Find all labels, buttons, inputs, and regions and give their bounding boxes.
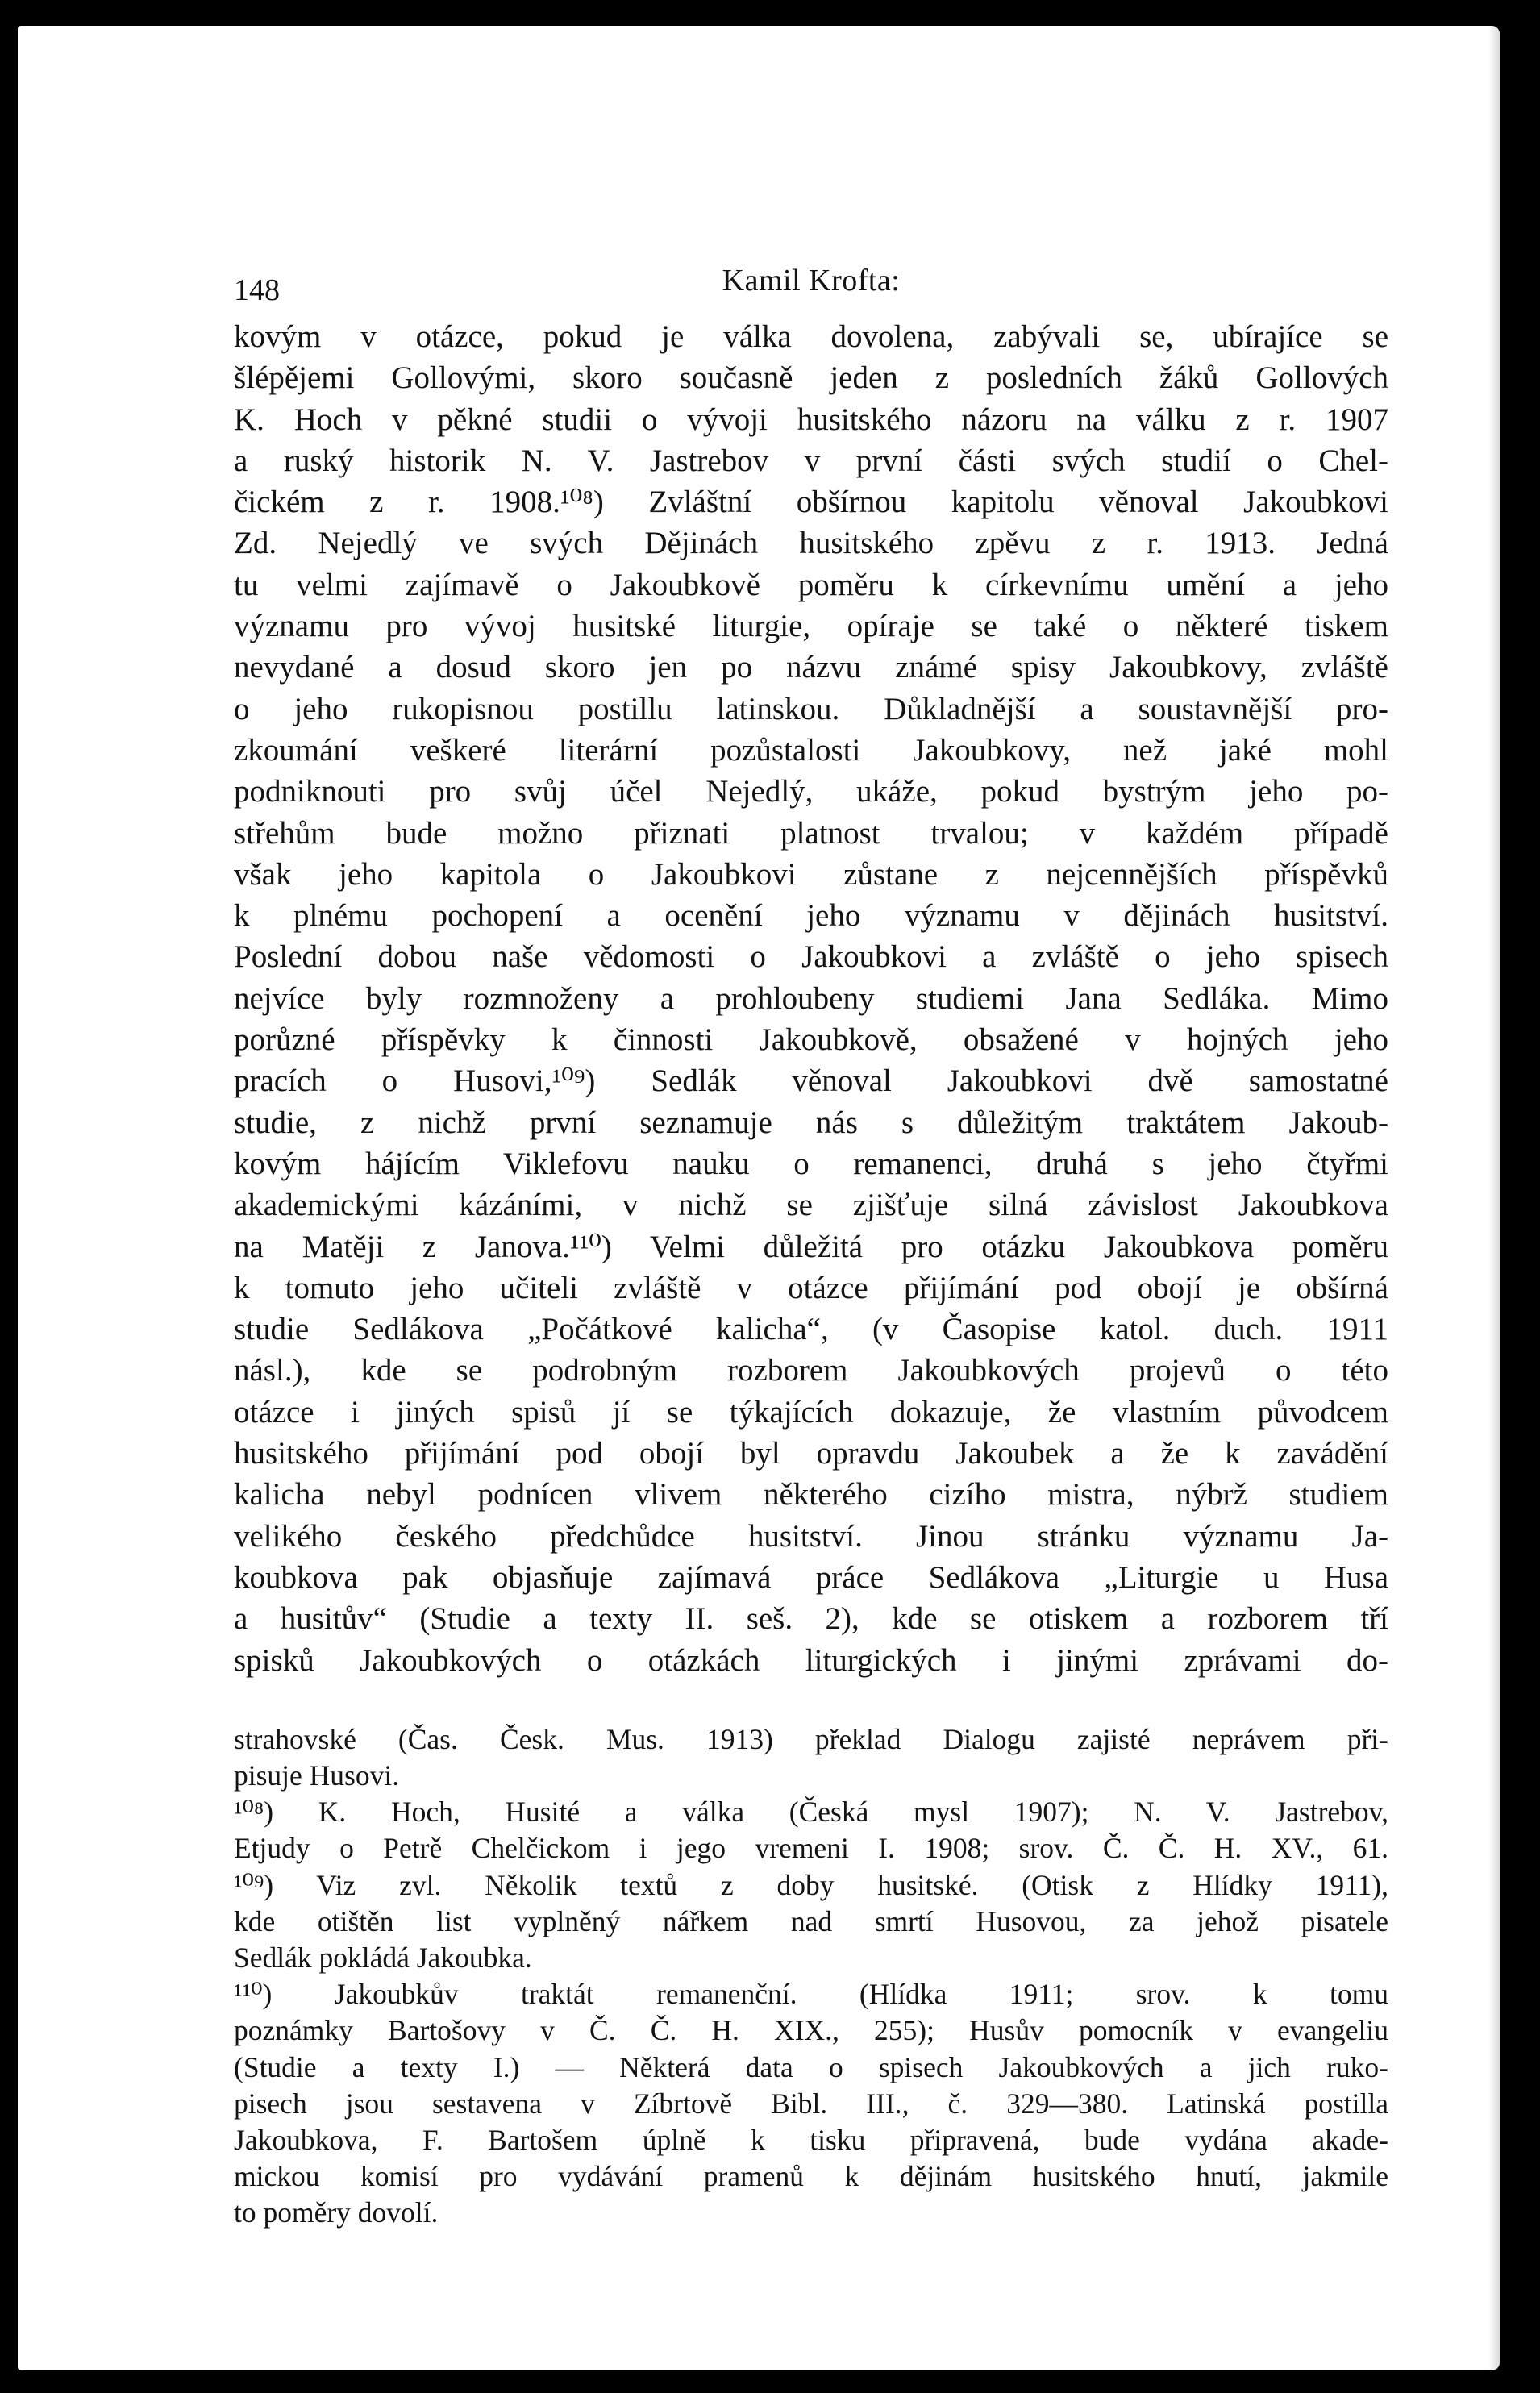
body-line: studie, z nichž první seznamuje nás s důležitým traktátem Jakoub- <box>234 1105 1388 1140</box>
body-line: nevydané a dosud skoro jen po názvu známé spisy Jakoubkovy, zvláště <box>234 650 1388 685</box>
footnote-109-line: ¹⁰⁹) Viz zvl. Několik textů z doby husitské. (Otisk z Hlídky 1911), <box>234 1868 1388 1901</box>
footnote-line: pisech jsou sestavena v Zíbrtově Bibl. III., č. 329—380. Latinská postilla <box>234 2087 1388 2120</box>
body-line: šlépějemi Gollovými, skoro současně jeden z posledních žáků Gollových <box>234 360 1388 396</box>
body-line: čickém z r. 1908.¹⁰⁸) Zvláštní obšírnou kapitolu věnoval Jakoubkovi <box>234 485 1388 520</box>
body-line: kovým v otázce, pokud je válka dovolena, zabývali se, ubírajíce se <box>234 319 1388 354</box>
body-line: a ruský historik N. V. Jastrebov v první části svých studií o Chel- <box>234 443 1388 478</box>
body-line: násl.), kde se podrobným rozborem Jakoubkových projevů o této <box>234 1353 1388 1388</box>
body-line: K. Hoch v pěkné studii o vývoji husitského názoru na válku z r. 1907 <box>234 402 1388 437</box>
body-line: a husitův“ (Studie a texty II. seš. 2), kde se otiskem a rozborem tří <box>234 1601 1388 1637</box>
running-title: Kamil Krofta: <box>722 264 901 298</box>
footnote-line: (Studie a texty I.) — Některá data o spisech Jakoubkových a jich ruko- <box>234 2050 1388 2083</box>
body-paragraph <box>234 316 1388 1681</box>
body-line: velikého českého předchůdce husitství. Jinou stránku významu Ja- <box>234 1518 1388 1554</box>
footnote-110-line: ¹¹⁰) Jakoubkův traktát remanenční. (Hlídka 1911; srov. k tomu <box>234 1978 1388 2011</box>
body-line: však jeho kapitola o Jakoubkovi zůstane z nejcennějších příspěvků <box>234 856 1388 892</box>
body-line: porůzné příspěvky k činnosti Jakoubkově, obsažené v hojných jeho <box>234 1022 1388 1058</box>
text-block <box>234 243 1388 2232</box>
body-line: k tomuto jeho učiteli zvláště v otázce přijímání pod obojí je obšírná <box>234 1270 1388 1305</box>
body-line: kalicha nebyl podnícen vlivem některého cizího mistra, nýbrž studiem <box>234 1477 1388 1513</box>
body-line: koubkova pak objasňuje zajímavá práce Sedlákova „Liturgie u Husa <box>234 1559 1388 1595</box>
footnote-separator <box>234 1681 1388 1721</box>
footnote-line: mickou komisí pro vydávání pramenů k dějinám husitského hnutí, jakmile <box>234 2160 1388 2193</box>
body-line: o jeho rukopisnou postillu latinskou. Důkladnější a soustavnější pro- <box>234 691 1388 726</box>
body-line: nejvíce byly rozmnoženy a prohloubeny studiemi Jana Sedláka. Mimo <box>234 980 1388 1016</box>
footnote-line: Sedlák pokládá Jakoubka. <box>234 1941 532 1975</box>
footnote-line: pisuje Husovi. <box>234 1759 400 1792</box>
footnote-108-line: ¹⁰⁸) K. Hoch, Husité a válka (Česká mysl 1907); N. V. Jastrebov, <box>234 1796 1388 1829</box>
body-line: zkoumání veškeré literární pozůstalosti Jakoubkovy, než jaké mohl <box>234 732 1388 768</box>
body-line: spisků Jakoubkových o otázkách liturgických i jinými zprávami do- <box>234 1642 1388 1678</box>
body-line: podniknouti pro svůj účel Nejedlý, ukáže, pokud bystrým jeho po- <box>234 774 1388 809</box>
body-line: Poslední dobou naše vědomosti o Jakoubkovi a zvláště o jeho spisech <box>234 939 1388 975</box>
footnote-line: kde otištěn list vyplněný nářkem nad smrtí Husovou, za jehož pisatele <box>234 1904 1388 1937</box>
body-line: kovým hájícím Viklefovu nauku o remanenci, druhá s jeho čtyřmi <box>234 1146 1388 1181</box>
body-line: na Matěji z Janova.¹¹⁰) Velmi důležitá pro otázku Jakoubkova poměru <box>234 1229 1388 1264</box>
footnote-line: Etjudy o Petrě Chelčickom i jego vremeni I. 1908; srov. Č. Č. H. XV., 61. <box>234 1832 1388 1865</box>
footnote-line: to poměry dovolí. <box>234 2196 439 2229</box>
body-line: tu velmi zajímavě o Jakoubkově poměru k církevnímu umění a jeho <box>234 567 1388 602</box>
body-line: střehům bude možno přiznati platnost trvalou; v každém případě <box>234 815 1388 851</box>
body-line: k plnému pochopení a ocenění jeho významu v dějinách husitství. <box>234 898 1388 934</box>
body-line: studie Sedlákova „Počátkové kalicha“, (v Časopise katol. duch. 1911 <box>234 1312 1388 1347</box>
body-line: husitského přijímání pod obojí byl opravdu Jakoubek a že k zavádění <box>234 1436 1388 1471</box>
footnotes <box>234 1721 1388 2232</box>
footnote-line: poznámky Bartošovy v Č. Č. H. XIX., 255); Husův pomocník v evangeliu <box>234 2014 1388 2047</box>
body-line: Zd. Nejedlý ve svých Dějinách husitského zpěvu z r. 1913. Jedná <box>234 526 1388 561</box>
body-line: významu pro vývoj husitské liturgie, opíraje se také o některé tiskem <box>234 609 1388 644</box>
body-line: otázce i jiných spisů jí se týkajících dokazuje, že vlastním původcem <box>234 1394 1388 1430</box>
page-number: 148 <box>234 273 280 307</box>
running-head <box>234 243 1388 316</box>
footnote-line: Jakoubkova, F. Bartošem úplně k tisku připravená, bude vydána akade- <box>234 2124 1388 2157</box>
footnote-line: strahovské (Čas. Česk. Mus. 1913) překlad Dialogu zajisté neprávem při- <box>234 1722 1388 1755</box>
body-line: pracích o Husovi,¹⁰⁹) Sedlák věnoval Jakoubkovi dvě samostatné <box>234 1063 1388 1099</box>
page-edge-shadow <box>1488 26 1500 2370</box>
body-line: akademickými kázáními, v nichž se zjišťuje silná závislost Jakoubkova <box>234 1188 1388 1223</box>
scanned-page <box>18 26 1500 2370</box>
